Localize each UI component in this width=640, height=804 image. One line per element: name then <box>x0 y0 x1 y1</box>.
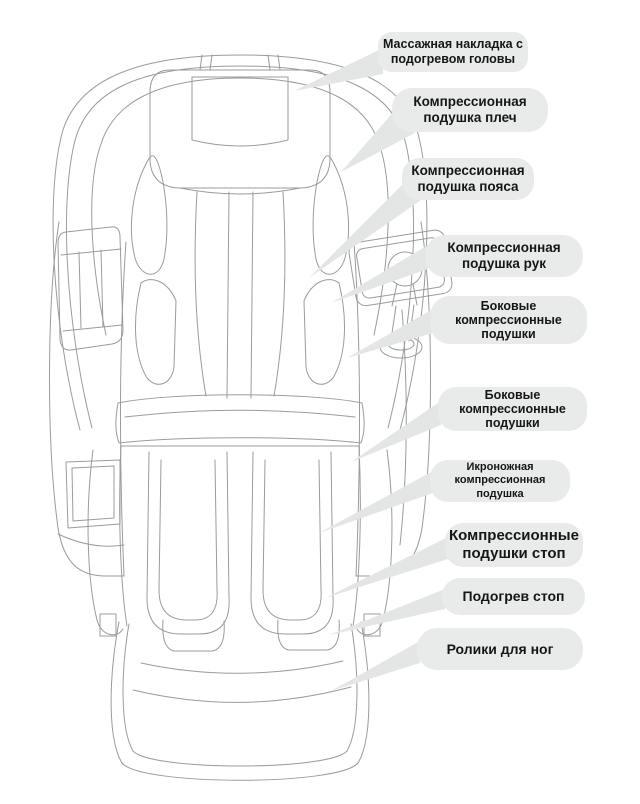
callout-foot-compression-cushions <box>445 523 583 567</box>
callout-leader <box>347 309 433 358</box>
callout-label-line: Боковые <box>484 388 541 402</box>
callout-head-massage-pad <box>378 32 528 72</box>
callout-side-compression-cushions-lower <box>438 387 587 431</box>
callout-side-compression-cushions-upper <box>430 296 587 344</box>
callout-leader <box>319 471 433 533</box>
callout-label-line: подушки <box>481 327 536 341</box>
callout-label-line: Компрессионная <box>413 94 527 110</box>
callout-arm-compression-cushion <box>425 235 583 277</box>
chair-legrest <box>88 446 392 635</box>
callout-label-line: подушки стоп <box>462 545 566 562</box>
chair-footrest-base <box>100 614 380 780</box>
callout-waist-compression-cushion <box>402 158 534 200</box>
callout-leader <box>351 401 441 462</box>
callout-label-line: Боковые <box>480 299 537 313</box>
callout-leg-rollers <box>417 628 583 670</box>
callout-label-line: Подогрев стоп <box>462 588 565 605</box>
callout-shoulder-compression-cushion <box>392 88 548 132</box>
callout-leader <box>331 641 420 691</box>
callout-calf-compression-cushion <box>430 460 570 502</box>
callout-label-line: подушка плеч <box>423 110 517 125</box>
callout-leader <box>329 589 445 635</box>
callout-label-line: подушка рук <box>461 256 547 271</box>
chair-headrest <box>150 55 330 194</box>
callout-label-line: подогревом головы <box>390 52 516 66</box>
chair-shoulder-airbags <box>131 156 348 275</box>
callout-label-line: Ролики для ног <box>446 640 554 657</box>
callout-label-line: подушки <box>485 416 540 430</box>
callout-leaders <box>294 48 448 691</box>
callout-label-line: подушка пояса <box>417 179 519 194</box>
chair-backrest-center <box>195 192 285 398</box>
callout-label-line: компрессионные <box>459 402 566 416</box>
chair-seat <box>116 395 364 443</box>
callout-label-line: Массажная накладка с <box>382 37 524 52</box>
chair-back-shell <box>53 55 427 430</box>
callout-label-line: компрессионные <box>455 313 562 327</box>
chair-lumbar-side-airbags <box>135 280 344 385</box>
callout-label-line: компрессионная <box>454 474 546 487</box>
callout-label-line: Компрессионная <box>411 163 525 179</box>
callout-foot-heating <box>442 578 585 615</box>
callout-label-line: подушка <box>476 487 524 500</box>
callout-leader <box>325 537 448 598</box>
callout-label-line: Икроножная <box>466 461 534 474</box>
callout-label-line: Компрессионные <box>449 527 579 545</box>
callout-label-line: Компрессионная <box>447 240 561 256</box>
